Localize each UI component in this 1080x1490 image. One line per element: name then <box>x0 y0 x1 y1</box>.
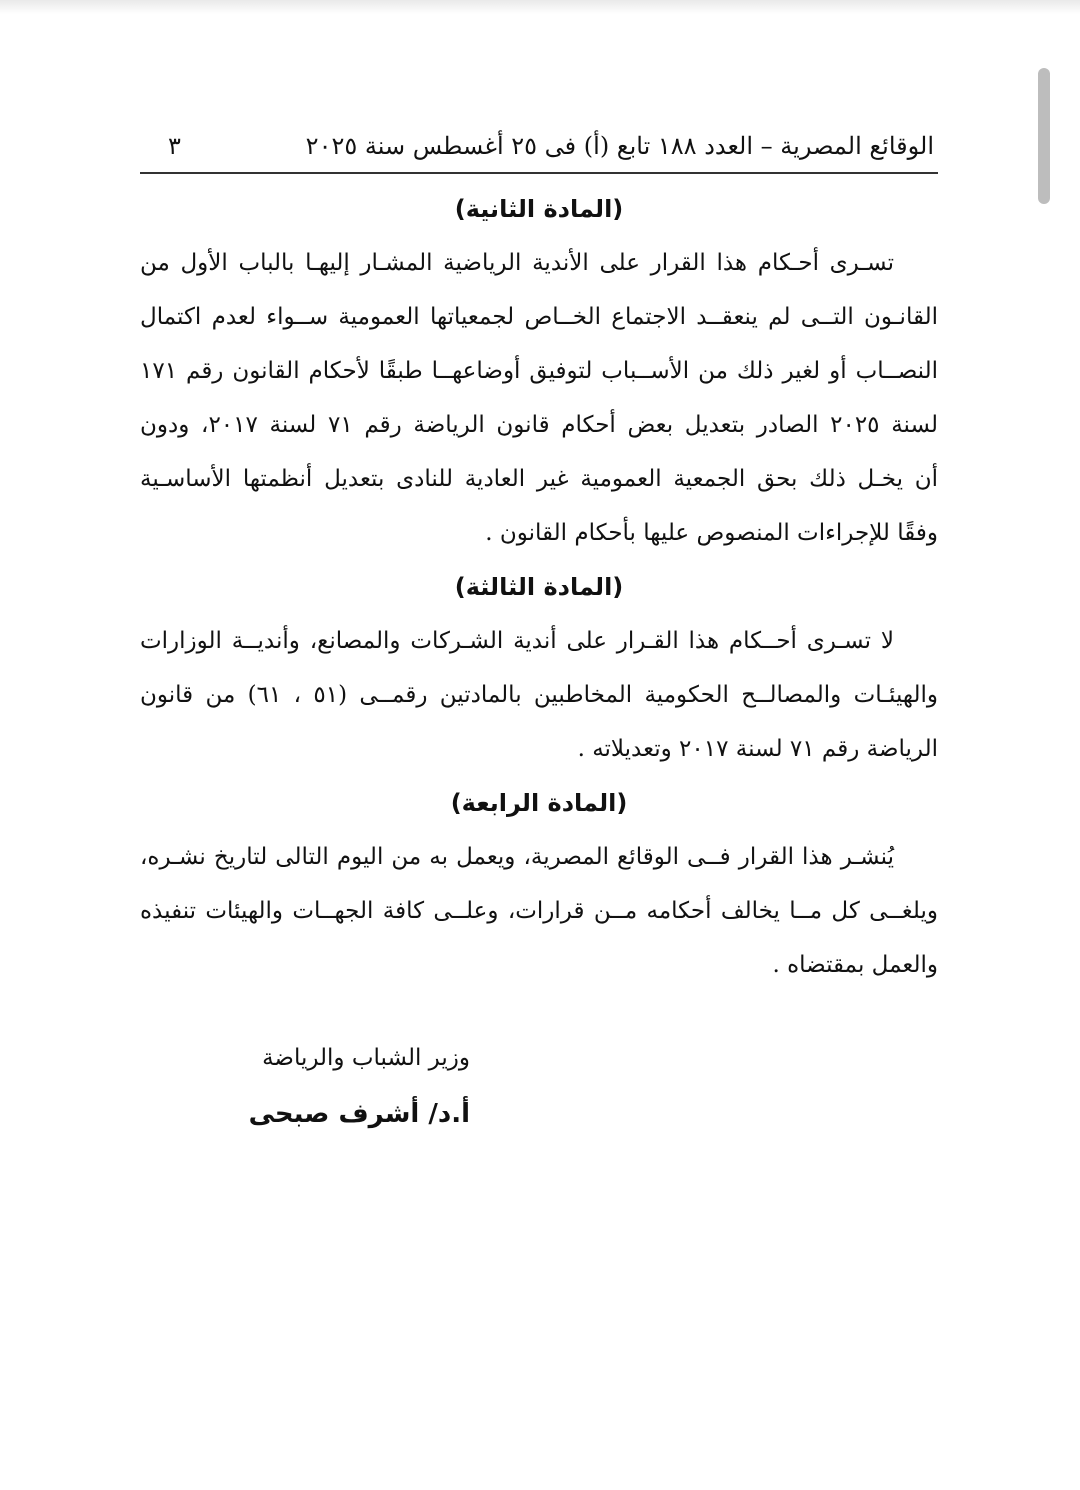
body-line: وفقًا للإجراءات المنصوص عليها بأحكام القانون . <box>485 520 938 546</box>
minister-title: وزير الشباب والرياضة <box>262 1045 470 1071</box>
article-body-3 <box>140 614 938 776</box>
body-line: تسـرى أحـكام هذا القرار على الأندية الرياضية المشـار إليهـا بالباب الأول من <box>140 250 894 276</box>
page-header <box>140 118 938 174</box>
article-heading-4: (المادة الرابعة) <box>450 789 628 817</box>
document-page <box>140 118 938 992</box>
scrollbar-thumb[interactable] <box>1038 68 1050 204</box>
article-body-4 <box>140 830 938 992</box>
signature-block <box>140 1030 470 1142</box>
article-heading-3: (المادة الثالثة) <box>454 573 624 601</box>
body-line: يُنشـر هذا القرار فــى الوقائع المصرية، ويعمل به من اليوم التالى لتاريخ نشـره، <box>140 844 894 870</box>
body-line: النصــاب أو لغير ذلك من الأســباب لتوفيق أوضاعهــا طبقًا لأحكام القانون رقم ١٧١ <box>140 358 938 384</box>
body-line: أن يخـل ذلك بحق الجمعية العمومية غير العادية للنادى بتعديل أنظمتها الأساسـية <box>140 466 938 492</box>
header-title: الوقائع المصرية – العدد ١٨٨ تابع (أ) فى ٢٥ أغسطس سنة ٢٠٢٥ <box>305 132 934 160</box>
body-line: لسنة ٢٠٢٥ الصادر بتعديل بعض أحكام قانون الرياضة رقم ٧١ لسنة ٢٠١٧، ودون <box>140 412 938 438</box>
page-number: ٣ <box>168 132 181 160</box>
article-body-2 <box>140 236 938 560</box>
body-line: والهيئـات والمصالــح الحكومية المخاطبين بالمادتين رقمــى (٥١ ، ٦١) من قانون <box>140 682 938 708</box>
article-heading-2: (المادة الثانية) <box>454 195 624 223</box>
top-shadow <box>0 0 1080 14</box>
body-line: الرياضة رقم ٧١ لسنة ٢٠١٧ وتعديلاته . <box>577 736 938 762</box>
body-line: القانـون التــى لم ينعقــد الاجتماع الخــاص لجمعياتها العمومية ســواء لعدم اكتمال <box>140 304 938 330</box>
body-line: والعمل بمقتضاه . <box>772 952 938 978</box>
body-line: لا تسـرى أحــكام هذا القـرار على أندية الشـركات والمصانع، وأنديــة الوزارات <box>140 628 894 654</box>
minister-name: أ.د/ أشرف صبحى <box>248 1099 470 1129</box>
body-line: ويلغــى كل مــا يخالف أحكامه مــن قرارات، وعلــى كافة الجهــات والهيئات تنفيذه <box>140 898 938 924</box>
